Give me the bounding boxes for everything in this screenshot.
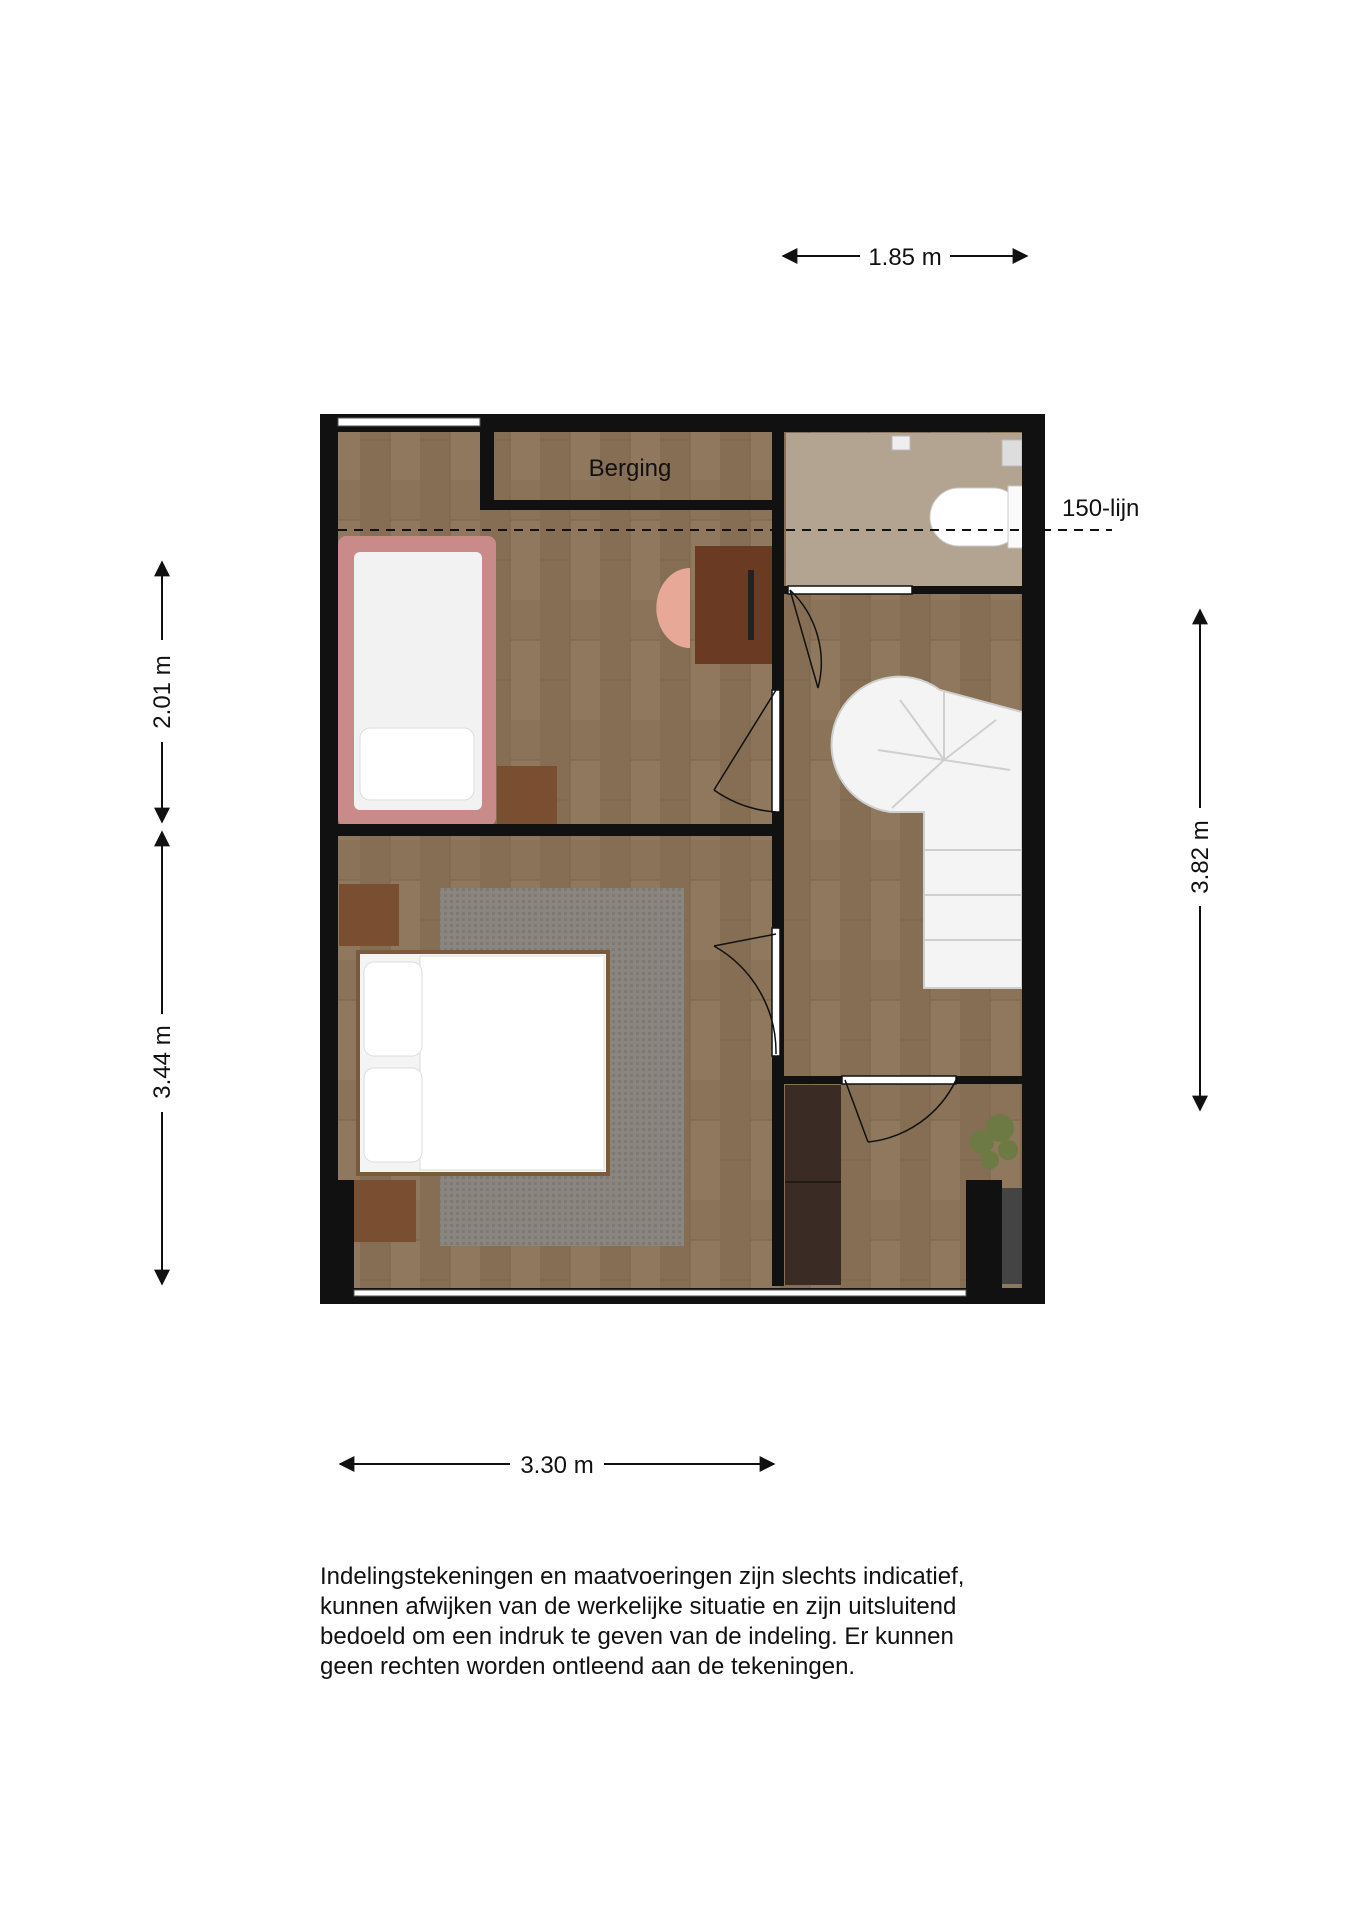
dimension-left-upper-label: 2.01 m (149, 655, 176, 729)
dimension-bottom (340, 1452, 774, 1479)
dimension-top-label: 1.85 m (868, 244, 942, 271)
disclaimer-line: bedoeld om een indruk te geven van de indeling. Er kunnen (320, 1623, 954, 1650)
storage-label: Berging (588, 455, 672, 482)
dimension-right (1187, 610, 1214, 1110)
nightstand (497, 766, 557, 824)
height-line-label: 150-lijn (1062, 495, 1140, 522)
dimension-left-upper (149, 562, 176, 822)
nightstand-top (339, 884, 399, 946)
wardrobe-icon (785, 1085, 841, 1285)
disclaimer-line: Indelingstekeningen en maatvoeringen zijn slechts indicatief, (320, 1563, 965, 1590)
sink-icon (1002, 440, 1022, 466)
dimension-left-lower-label: 3.44 m (149, 1025, 176, 1099)
nightstand-bottom (354, 1180, 416, 1242)
disclaimer-text (320, 1562, 1080, 1682)
bedroom-2-furniture (339, 884, 684, 1246)
window-bottom (354, 1290, 966, 1296)
dimension-right-label: 3.82 m (1187, 820, 1214, 894)
window-top-left (338, 418, 480, 426)
window-bottom-right (1002, 1188, 1022, 1284)
disclaimer-line: geen rechten worden ontleend aan de tekeningen. (320, 1653, 856, 1680)
disclaimer-line: kunnen afwijken van de werkelijke situatie en zijn uitsluitend (320, 1593, 957, 1620)
desk-icon (695, 546, 773, 664)
dimension-bottom-label: 3.30 m (520, 1452, 594, 1479)
dimension-top (783, 244, 1027, 271)
dimension-left-lower (149, 832, 176, 1284)
